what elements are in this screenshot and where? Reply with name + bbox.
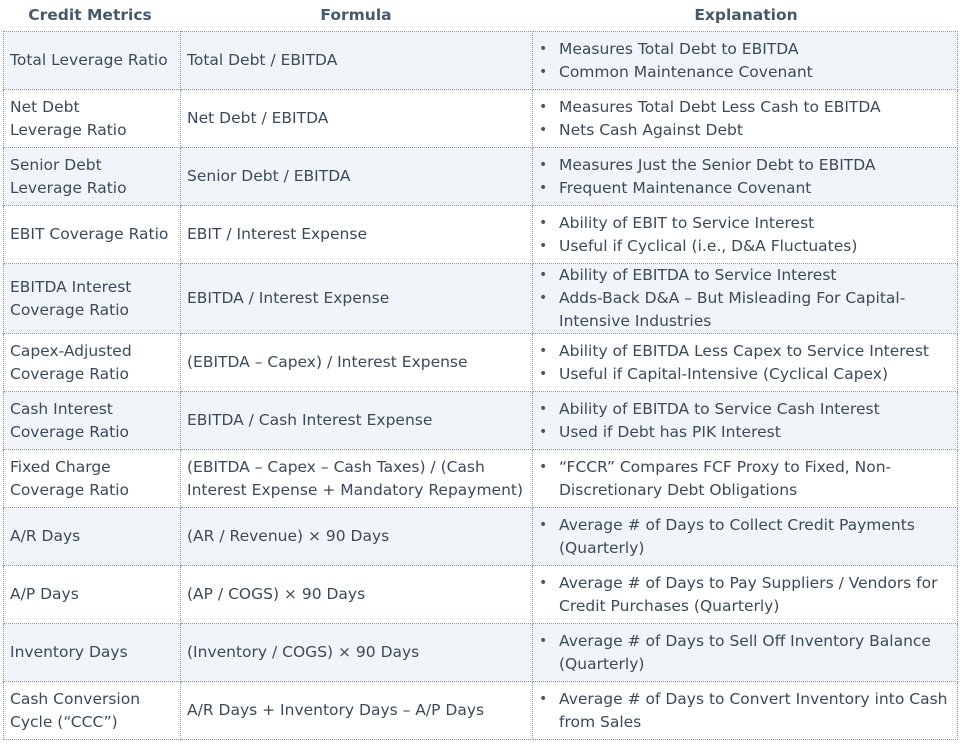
explanation-bullet: • “FCCR” Compares FCF Proxy to Fixed, Non- Discretionary Debt Obligations (538, 456, 951, 502)
explanation-list (538, 688, 951, 734)
header-credit-metrics: Credit Metrics (28, 6, 152, 24)
formula-cell: (Inventory / COGS) × 90 Days (181, 624, 533, 682)
credit-metrics-table (3, 31, 958, 740)
metric-cell: A/P Days (4, 566, 181, 624)
table-row (4, 508, 958, 566)
explanation-bullet: • Useful if Cyclical (i.e., D&A Fluctuates) (538, 235, 951, 258)
formula-cell: EBITDA / Interest Expense (181, 264, 533, 334)
metric-cell: Net Debt Leverage Ratio (4, 90, 181, 148)
explanation-bullet: • Ability of EBIT to Service Interest (538, 212, 951, 235)
explanation-cell (533, 392, 958, 450)
metric-cell: Capex-Adjusted Coverage Ratio (4, 334, 181, 392)
table-row (4, 624, 958, 682)
explanation-bullet: • Frequent Maintenance Covenant (538, 177, 951, 200)
metric-cell: Total Leverage Ratio (4, 32, 181, 90)
header-explanation: Explanation (694, 6, 798, 24)
explanation-list (538, 630, 951, 676)
explanation-list (538, 264, 951, 333)
explanation-bullet: • Ability of EBITDA to Service Cash Interest (538, 398, 951, 421)
formula-cell: (AR / Revenue) × 90 Days (181, 508, 533, 566)
table-row (4, 682, 958, 740)
formula-cell: EBIT / Interest Expense (181, 206, 533, 264)
formula-cell: (EBITDA – Capex) / Interest Expense (181, 334, 533, 392)
table-row (4, 334, 958, 392)
explanation-cell (533, 682, 958, 740)
explanation-bullet: • Nets Cash Against Debt (538, 119, 951, 142)
explanation-cell (533, 32, 958, 90)
explanation-cell (533, 624, 958, 682)
explanation-list (538, 154, 951, 200)
explanation-cell (533, 450, 958, 508)
explanation-bullet: • Average # of Days to Pay Suppliers / Vendors for Credit Purchases (Quarterly) (538, 572, 951, 618)
explanation-bullet: • Measures Total Debt to EBITDA (538, 38, 951, 61)
metric-cell: Cash Conversion Cycle (“CCC”) (4, 682, 181, 740)
formula-cell: EBITDA / Cash Interest Expense (181, 392, 533, 450)
explanation-bullet: • Average # of Days to Convert Inventory into Cash from Sales (538, 688, 951, 734)
explanation-list (538, 340, 951, 386)
explanation-cell (533, 90, 958, 148)
formula-cell: Net Debt / EBITDA (181, 90, 533, 148)
explanation-list (538, 96, 951, 142)
explanation-list (538, 456, 951, 502)
metric-cell: EBIT Coverage Ratio (4, 206, 181, 264)
explanation-bullet: • Average # of Days to Collect Credit Payments (Quarterly) (538, 514, 951, 560)
explanation-cell (533, 334, 958, 392)
table-row (4, 392, 958, 450)
explanation-cell (533, 508, 958, 566)
explanation-list (538, 212, 951, 258)
table-row (4, 264, 958, 334)
metric-cell: EBITDA Interest Coverage Ratio (4, 264, 181, 334)
formula-cell: (EBITDA – Capex – Cash Taxes) / (Cash Interest Expense + Mandatory Repayment) (181, 450, 533, 508)
metric-cell: Senior Debt Leverage Ratio (4, 148, 181, 206)
explanation-cell (533, 206, 958, 264)
explanation-bullet: • Average # of Days to Sell Off Inventory Balance (Quarterly) (538, 630, 951, 676)
explanation-bullet: • Adds-Back D&A – But Misleading For Capital- Intensive Industries (538, 287, 951, 333)
metric-cell: A/R Days (4, 508, 181, 566)
metric-cell: Inventory Days (4, 624, 181, 682)
explanation-list (538, 514, 951, 560)
metric-cell: Cash Interest Coverage Ratio (4, 392, 181, 450)
table-row (4, 450, 958, 508)
explanation-bullet: • Measures Just the Senior Debt to EBITDA (538, 154, 951, 177)
formula-cell: (AP / COGS) × 90 Days (181, 566, 533, 624)
explanation-bullet: • Used if Debt has PIK Interest (538, 421, 951, 444)
explanation-list (538, 398, 951, 444)
explanation-list (538, 38, 951, 84)
header-formula: Formula (320, 6, 392, 24)
table-row (4, 206, 958, 264)
table-row (4, 566, 958, 624)
table-row (4, 90, 958, 148)
explanation-list (538, 572, 951, 618)
table-body (4, 32, 958, 740)
formula-cell: Total Debt / EBITDA (181, 32, 533, 90)
explanation-cell (533, 566, 958, 624)
explanation-bullet: • Measures Total Debt Less Cash to EBITDA (538, 96, 951, 119)
explanation-cell (533, 264, 958, 334)
explanation-bullet: • Common Maintenance Covenant (538, 61, 951, 84)
explanation-bullet: • Useful if Capital-Intensive (Cyclical Capex) (538, 363, 951, 386)
explanation-cell (533, 148, 958, 206)
metric-cell: Fixed Charge Coverage Ratio (4, 450, 181, 508)
explanation-bullet: • Ability of EBITDA Less Capex to Service Interest (538, 340, 951, 363)
formula-cell: Senior Debt / EBITDA (181, 148, 533, 206)
formula-cell: A/R Days + Inventory Days – A/P Days (181, 682, 533, 740)
table-row (4, 148, 958, 206)
explanation-bullet: • Ability of EBITDA to Service Interest (538, 264, 951, 287)
table-row (4, 32, 958, 90)
